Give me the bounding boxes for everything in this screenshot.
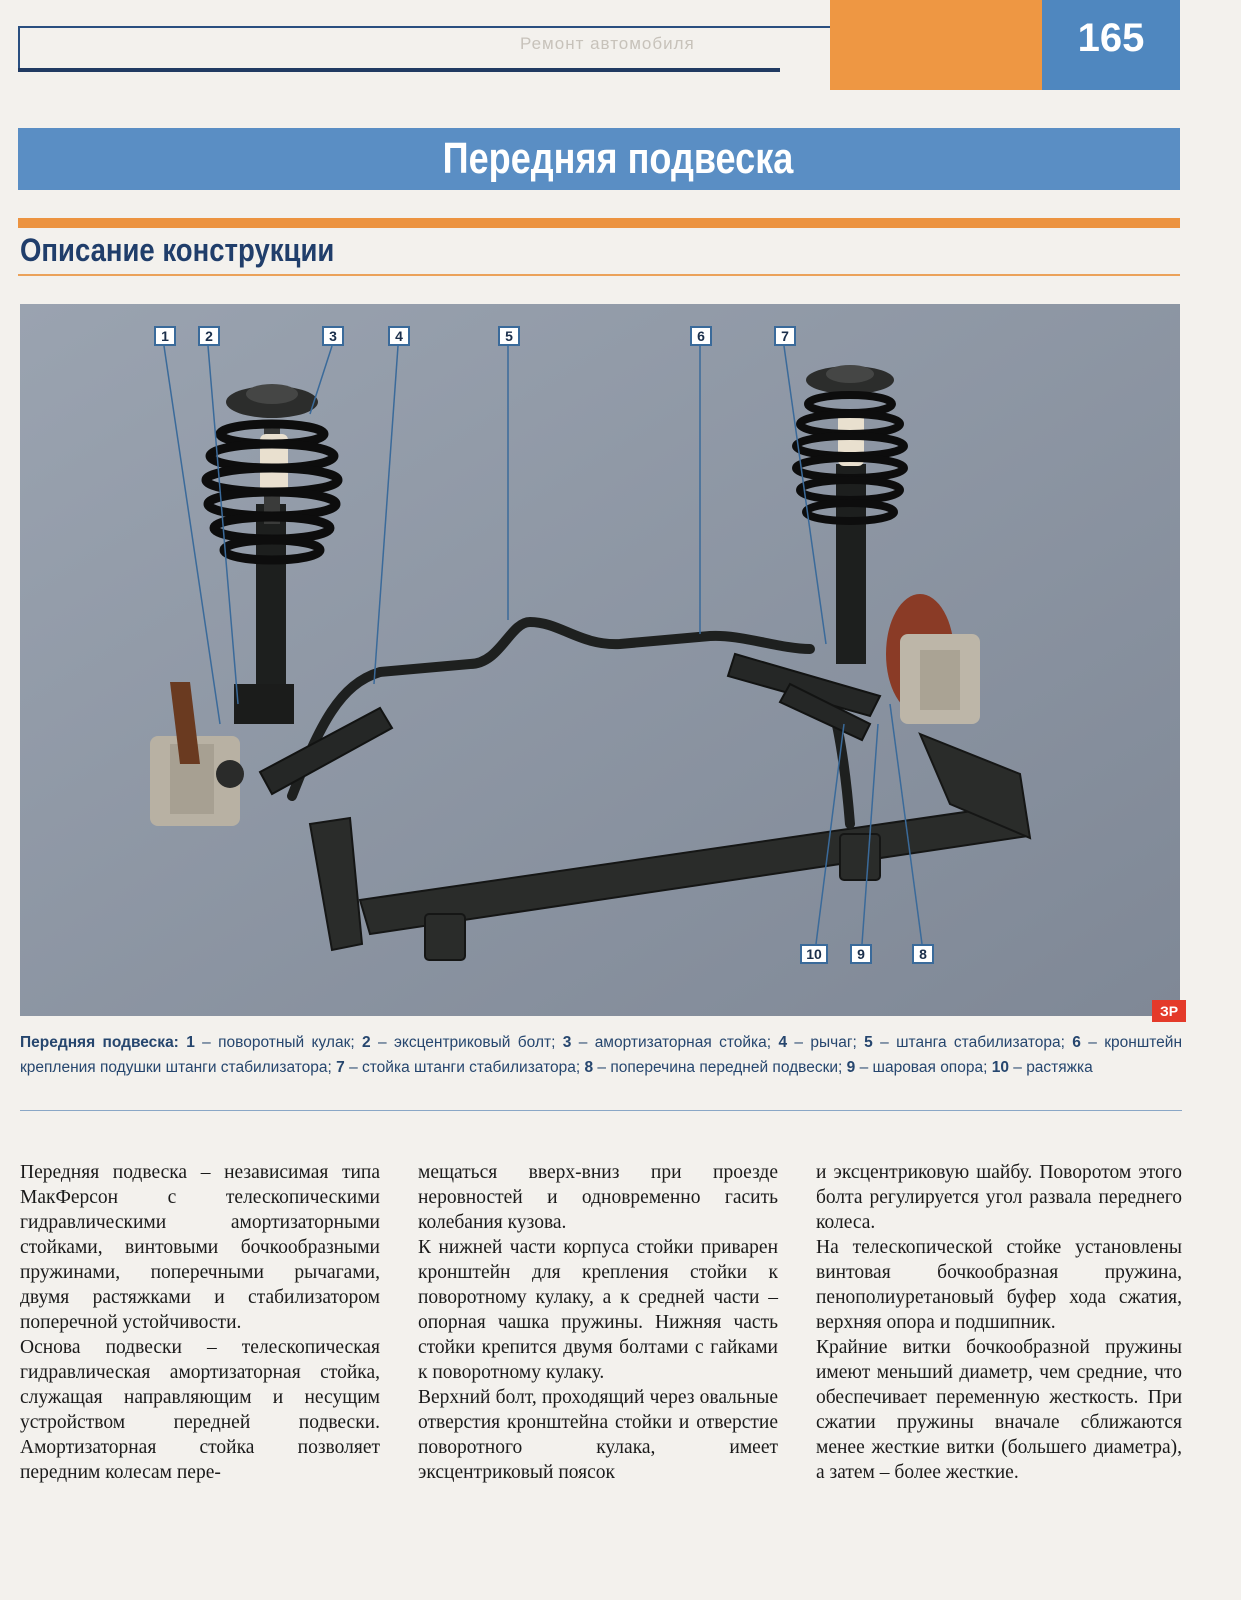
caption-item: 7 – стойка штанги стабилизатора;: [336, 1059, 581, 1076]
callout-6: 6: [690, 326, 712, 346]
paragraph: К нижней части корпуса стойки приварен кронштейн для крепления стойки к поворотному кулаку, а к средней части – опорная чашка пружины. Нижняя часть стойки крепится двумя болтами с гайками к поворотному кулаку.: [418, 1237, 778, 1383]
callout-9: 9: [850, 944, 872, 964]
paragraph: Передняя подвеска – независимая типа МакФерсон с телескопическими гидравлическими амортизаторными стойками, винтовыми бочкообразными пружинами, поперечными рычагами, двумя растяжками и стабилизатором поперечной устойчивости.: [20, 1162, 380, 1333]
caption-item: 5 – штанга стабилизатора;: [864, 1034, 1065, 1051]
text-column-3: [816, 1160, 1182, 1485]
figure-caption: [20, 1030, 1182, 1080]
caption-item: 2 – эксцентриковый болт;: [362, 1034, 556, 1051]
paragraph: На телескопической стойке установлены винтовая бочкообразная пружина, пенополиуретановый буфер хода сжатия, верхняя опора и подшипник.: [816, 1237, 1182, 1333]
caption-item: 3 – амортизаторная стойка;: [562, 1034, 772, 1051]
suspension-photo: [20, 304, 1180, 1016]
text-column-2: [418, 1160, 778, 1485]
caption-item: 8 – поперечина передней подвески;: [584, 1059, 843, 1076]
caption-item: 10 – растяжка: [991, 1059, 1093, 1076]
paragraph: Крайние витки бочкообразной пружины имеют меньший диаметр, чем средние, что обеспечивает переменную жесткость. При сжатии пружины вначале сближаются менее жесткие витки (большего диаметра), а затем – более жесткие.: [816, 1337, 1182, 1483]
caption-item: 6 – кронштейн крепления подушки штанги стабилизатора;: [20, 1034, 1183, 1076]
caption-item: 4 – рычаг;: [778, 1034, 857, 1051]
paragraph: мещаться вверх-вниз при проезде неровностей и одновременно гасить колебания кузова.: [418, 1162, 778, 1233]
publisher-badge: ЗР: [1152, 1000, 1186, 1022]
callout-8: 8: [912, 944, 934, 964]
paragraph: Верхний болт, проходящий через овальные отверстия кронштейна стойки и отверстие поворотного кулака, имеет эксцентриковый поясок: [418, 1387, 778, 1483]
paragraph: и эксцентриковую шайбу. Поворотом этого болта регулируется угол развала переднего колеса.: [816, 1162, 1182, 1233]
page-title: Передняя подвеска: [442, 134, 794, 183]
caption-item: 9 – шаровая опора;: [846, 1059, 988, 1076]
header-underline: [18, 68, 780, 72]
paragraph: Основа подвески – телескопическая гидравлическая амортизаторная стойка, служащая направляющим и несущим устройством передней подвески. Амортизаторная стойка позволяет передним колесам пере-: [20, 1337, 380, 1483]
running-title: Ремонт автомобиля: [520, 34, 695, 53]
section-title: Описание конструкции: [20, 232, 335, 268]
callout-10: 10: [800, 944, 828, 964]
callout-7: 7: [774, 326, 796, 346]
caption-item: 1 – поворотный кулак;: [186, 1034, 355, 1051]
page-number: 165: [1077, 16, 1145, 60]
header-orange-block: [830, 0, 1042, 90]
text-column-1: [20, 1160, 380, 1485]
callout-2: 2: [198, 326, 220, 346]
callout-3: 3: [322, 326, 344, 346]
suspension-illustration: [20, 304, 1180, 1016]
callout-1: 1: [154, 326, 176, 346]
caption-rule: [20, 1110, 1182, 1111]
caption-lead: Передняя подвеска:: [20, 1034, 179, 1051]
section-rule: [18, 274, 1180, 276]
callout-4: 4: [388, 326, 410, 346]
orange-rule: [18, 218, 1180, 228]
callout-5: 5: [498, 326, 520, 346]
